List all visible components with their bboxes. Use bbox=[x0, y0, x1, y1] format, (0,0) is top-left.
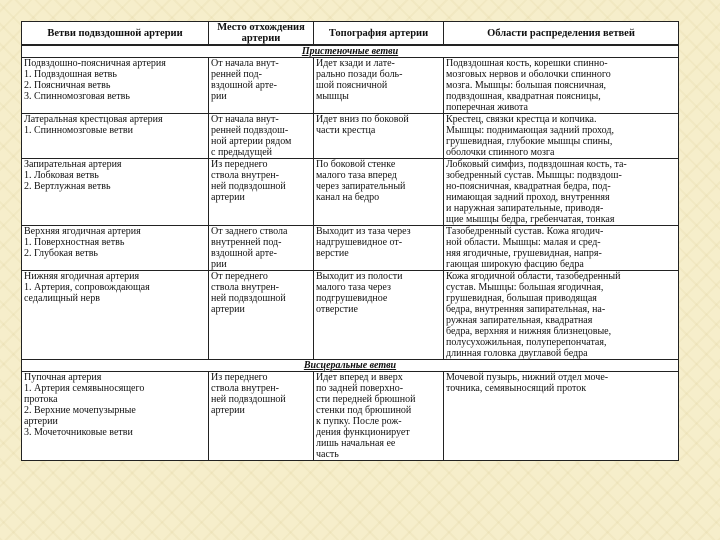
cell-text-line: гающая широкую фасцию бедра bbox=[446, 259, 584, 270]
cell-text-line: малого таза через bbox=[316, 282, 391, 293]
header-distribution: Области распределения ветвей bbox=[444, 22, 679, 46]
table-row bbox=[22, 226, 679, 271]
cell-distribution bbox=[444, 58, 679, 114]
cell-topography bbox=[314, 58, 444, 114]
cell-text-line: поперечная живота bbox=[446, 102, 528, 113]
cell-text-line: Мышцы: поднимающая задний проход, bbox=[446, 125, 614, 136]
cell-text-line: ней подвздошной bbox=[211, 293, 286, 304]
cell-topography bbox=[314, 226, 444, 271]
header-origin: Место отхождения артерии bbox=[209, 22, 314, 46]
cell-text-line: протока bbox=[24, 394, 58, 405]
cell-text-line: седалищный нерв bbox=[24, 293, 100, 304]
cell-text-line: по задней поверхно- bbox=[316, 383, 404, 394]
cell-text-line: 2. Глубокая ветвь bbox=[24, 248, 98, 259]
header-topography: Топография артерии bbox=[314, 22, 444, 46]
cell-distribution bbox=[444, 372, 679, 461]
cell-text-line: мышцы bbox=[316, 91, 349, 102]
cell-text-line: сустав. Мышцы: большая ягодичная, bbox=[446, 282, 604, 293]
cell-text-line: 1. Артерия, сопровождающая bbox=[24, 282, 150, 293]
cell-text-line: вздошной арте- bbox=[211, 248, 277, 259]
section-title-visceral: Висцеральные ветви bbox=[22, 360, 679, 372]
cell-text-line: Лобковый симфиз, подвздошная кость, та- bbox=[446, 159, 627, 170]
cell-branches bbox=[22, 226, 209, 271]
cell-text-line: 3. Спинномозговая ветвь bbox=[24, 91, 130, 102]
cell-text-line: Пупочная артерия bbox=[24, 372, 102, 383]
cell-text-line: Из переднего bbox=[211, 372, 268, 383]
cell-text-line: Крестец, связки крестца и копчика. bbox=[446, 114, 597, 125]
cell-text-line: Из переднего bbox=[211, 159, 268, 170]
cell-origin bbox=[209, 271, 314, 360]
cell-text-line: 2. Вертлужная ветвь bbox=[24, 181, 111, 192]
cell-text-line: зобедренный сустав. Мышцы: подвздош- bbox=[446, 170, 622, 181]
cell-text-line: ней подвздошной bbox=[211, 394, 286, 405]
cell-text-line: верстие bbox=[316, 248, 349, 259]
cell-text-line: рии bbox=[211, 259, 227, 270]
cell-text-line: артерии bbox=[211, 304, 245, 315]
cell-text-line: к пупку. После рож- bbox=[316, 416, 402, 427]
cell-text-line: Идет кзади и лате- bbox=[316, 58, 395, 69]
cell-text-line: ствола внутрен- bbox=[211, 383, 279, 394]
cell-text-line: Выходит из таза через bbox=[316, 226, 411, 237]
cell-origin bbox=[209, 372, 314, 461]
cell-branches bbox=[22, 58, 209, 114]
cell-text-line: 1. Артерия семявыносящего bbox=[24, 383, 145, 394]
cell-branches bbox=[22, 271, 209, 360]
cell-text-line: канал на бедро bbox=[316, 192, 380, 203]
cell-text-line: внутренней под- bbox=[211, 237, 282, 248]
cell-text-line: От начала внут- bbox=[211, 58, 279, 69]
cell-origin bbox=[209, 159, 314, 226]
cell-branches bbox=[22, 372, 209, 461]
cell-text-line: подвздошная, квадратная поясницы, bbox=[446, 91, 601, 102]
cell-text-line: От начала внут- bbox=[211, 114, 279, 125]
cell-text-line: но-поясничная, квадратная бедра, под- bbox=[446, 181, 611, 192]
cell-text-line: дения функционирует bbox=[316, 427, 410, 438]
cell-text-line: часть bbox=[316, 449, 339, 460]
cell-text-line: ствола внутрен- bbox=[211, 170, 279, 181]
cell-topography bbox=[314, 114, 444, 159]
cell-branches bbox=[22, 159, 209, 226]
cell-text-line: артерии bbox=[211, 405, 245, 416]
table-body bbox=[22, 45, 679, 461]
table-row bbox=[22, 159, 679, 226]
cell-text-line: бедра, верхняя и нижняя близнецовые, bbox=[446, 326, 612, 337]
cell-text-line: бедра, внутренняя запирательная, на- bbox=[446, 304, 606, 315]
cell-text-line: нимающая задний проход, внутренняя bbox=[446, 192, 610, 203]
table-row bbox=[22, 114, 679, 159]
cell-text-line: 1. Спинномозговые ветви bbox=[24, 125, 133, 136]
cell-text-line: Нижняя ягодичная артерия bbox=[24, 271, 140, 282]
cell-topography bbox=[314, 159, 444, 226]
section-row-parietal bbox=[22, 45, 679, 58]
cell-text-line: няя ягодичные, грушевидная, напря- bbox=[446, 248, 602, 259]
table-row bbox=[22, 58, 679, 114]
cell-origin bbox=[209, 226, 314, 271]
cell-text-line: ствола внутрен- bbox=[211, 282, 279, 293]
cell-text-line: 1. Поверхностная ветвь bbox=[24, 237, 125, 248]
cell-text-line: 3. Мочеточниковые ветви bbox=[24, 427, 133, 438]
cell-text-line: длинная головка двуглавой бедра bbox=[446, 348, 588, 359]
cell-text-line: надгрушевидное от- bbox=[316, 237, 403, 248]
cell-topography bbox=[314, 372, 444, 461]
cell-branches bbox=[22, 114, 209, 159]
cell-text-line: Тазобедренный сустав. Кожа ягодич- bbox=[446, 226, 604, 237]
cell-text-line: Запирательная артерия bbox=[24, 159, 122, 170]
cell-text-line: Идет вниз по боковой bbox=[316, 114, 409, 125]
cell-text-line: ной области. Мышцы: малая и сред- bbox=[446, 237, 601, 248]
cell-text-line: 1. Лобковая ветвь bbox=[24, 170, 99, 181]
cell-text-line: Верхняя ягодичная артерия bbox=[24, 226, 141, 237]
cell-text-line: ренней под- bbox=[211, 69, 262, 80]
cell-text-line: По боковой стенке bbox=[316, 159, 396, 170]
table-header-row bbox=[22, 22, 679, 46]
cell-text-line: малого таза вперед bbox=[316, 170, 397, 181]
cell-text-line: 2. Поясничная ветвь bbox=[24, 80, 111, 91]
cell-text-line: сти передней брюшной bbox=[316, 394, 416, 405]
cell-text-line: Кожа ягодичной области, тазобедренный bbox=[446, 271, 621, 282]
cell-text-line: вздошной арте- bbox=[211, 80, 277, 91]
table-row bbox=[22, 372, 679, 461]
cell-text-line: щие мышцы бедра, гребенчатая, тонкая bbox=[446, 214, 615, 225]
cell-text-line: 1. Подвздошная ветвь bbox=[24, 69, 117, 80]
cell-text-line: От заднего ствола bbox=[211, 226, 288, 237]
cell-text-line: рии bbox=[211, 91, 227, 102]
cell-origin bbox=[209, 58, 314, 114]
section-row-visceral bbox=[22, 360, 679, 372]
cell-text-line: мозга. Мышцы: большая поясничная, bbox=[446, 80, 607, 91]
cell-text-line: Подвздошно-поясничная артерия bbox=[24, 58, 166, 69]
cell-text-line: ружная запирательная, квадратная bbox=[446, 315, 593, 326]
cell-text-line: артерии bbox=[211, 192, 245, 203]
cell-text-line: Мочевой пузырь, нижний отдел моче- bbox=[446, 372, 609, 383]
cell-text-line: ной артерии рядом bbox=[211, 136, 292, 147]
cell-text-line: через запирательный bbox=[316, 181, 406, 192]
cell-text-line: отверстие bbox=[316, 304, 358, 315]
cell-text-line: артерии bbox=[24, 416, 58, 427]
cell-text-line: грушевидная, большая приводящая bbox=[446, 293, 597, 304]
iliac-artery-table bbox=[21, 21, 679, 461]
cell-topography bbox=[314, 271, 444, 360]
cell-text-line: оболочки спинного мозга bbox=[446, 147, 555, 158]
cell-text-line: Подвздошная кость, корешки спинно- bbox=[446, 58, 608, 69]
cell-text-line: Идет вперед и вверх bbox=[316, 372, 403, 383]
cell-distribution bbox=[444, 114, 679, 159]
section-title-parietal: Пристеночные ветви bbox=[22, 45, 679, 58]
cell-text-line: и наружная запирательные, приводя- bbox=[446, 203, 604, 214]
cell-text-line: полусухожильная, полуперепончатая, bbox=[446, 337, 607, 348]
cell-text-line: лишь начальная ее bbox=[316, 438, 396, 449]
cell-text-line: шой поясничной bbox=[316, 80, 388, 91]
cell-text-line: части крестца bbox=[316, 125, 376, 136]
cell-text-line: Выходит из полости bbox=[316, 271, 403, 282]
cell-text-line: с предыдущей bbox=[211, 147, 272, 158]
cell-distribution bbox=[444, 159, 679, 226]
cell-text-line: подгрушевидное bbox=[316, 293, 388, 304]
cell-text-line: Латеральная крестцовая артерия bbox=[24, 114, 163, 125]
cell-text-line: стенки под брюшиной bbox=[316, 405, 412, 416]
cell-text-line: 2. Верхние мочепузырные bbox=[24, 405, 136, 416]
cell-text-line: грушевидная, глубокие мышцы спины, bbox=[446, 136, 613, 147]
table-row bbox=[22, 271, 679, 360]
cell-text-line: ренней подвздош- bbox=[211, 125, 289, 136]
cell-text-line: точника, семявыносящий проток bbox=[446, 383, 587, 394]
cell-origin bbox=[209, 114, 314, 159]
header-branches: Ветви подвздошной артерии bbox=[22, 22, 209, 46]
cell-text-line: мозговых нервов и оболочки спинного bbox=[446, 69, 611, 80]
cell-text-line: рально позади боль- bbox=[316, 69, 403, 80]
cell-distribution bbox=[444, 226, 679, 271]
cell-distribution bbox=[444, 271, 679, 360]
cell-text-line: От переднего bbox=[211, 271, 268, 282]
cell-text-line: ней подвздошной bbox=[211, 181, 286, 192]
